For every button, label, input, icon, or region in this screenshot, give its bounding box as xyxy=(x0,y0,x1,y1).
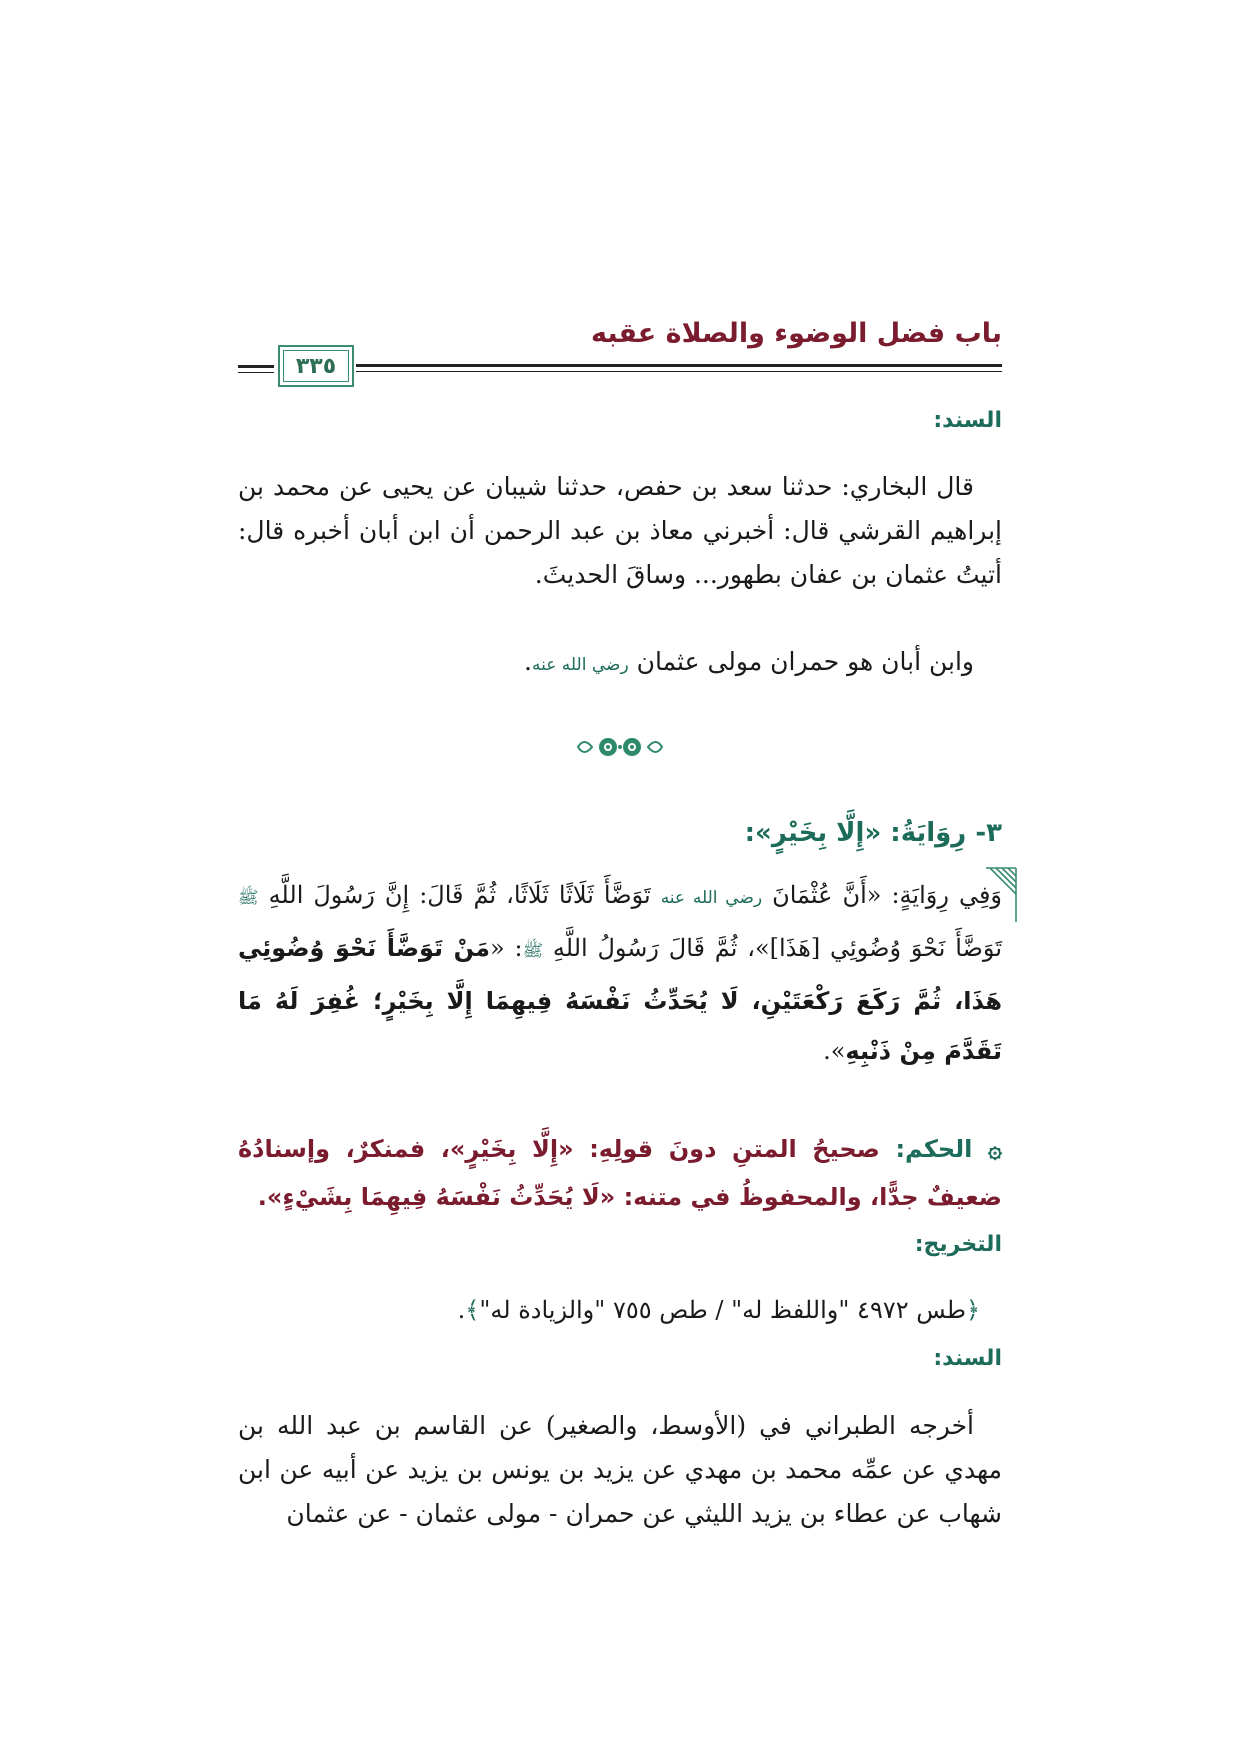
honorific-glyph: رضي الله عنه xyxy=(532,655,629,675)
hadith-text xyxy=(238,870,1002,1076)
hadith-matn: مَنْ تَوَضَّأَ نَحْوَ وُضُوئِي هَذَا، ثُمَّ رَكَعَ رَكْعَتَيْنِ، لَا يُحَدِّثُ نَفْسَهُ فِيهِمَا إِلَّا بِخَيْرٍ؛ غُفِرَ لَهُ مَا تَقَدَّمَ مِنْ ذَنْبِهِ xyxy=(238,934,1002,1065)
sanad-paragraph: أخرجه الطبراني في (الأوسط، والصغير) عن القاسم بن عبد الله بن مهدي عن عمِّه محمد بن مهدي عن يزيد بن يونس بن يزيد عن أبيه عن ابن شهاب عن عطاء بن يزيد الليثي عن حمران - مولى عثمان - عن عثمان xyxy=(238,1411,1002,1528)
sanad-note-text: وابن أبان هو حمران مولى عثمان xyxy=(636,647,974,676)
page-number: ٣٣٥ xyxy=(295,353,337,379)
section-title: رِوَايَةُ: «إِلَّا بِخَيْرٍ»: xyxy=(744,818,967,848)
ruling-block xyxy=(238,1125,1002,1221)
ruling-label: الحكم: xyxy=(895,1135,973,1163)
sanad-note xyxy=(238,640,1002,687)
header-rule xyxy=(356,371,1002,372)
ruling-text: صحيحُ المتنِ دونَ قولِهِ: «إِلَّا بِخَيْرٍ»، فمنكرٌ، وإسنادُهُ ضعيفٌ جدًّا، والمحفوظُ في متنه: «لَا يُحَدِّثُ نَفْسَهُ فِيهِمَا بِشَيْءٍ». xyxy=(238,1135,1002,1211)
hadith-intro: وَفِي رِوَايَةٍ: «أَنَّ عُثْمَانَ xyxy=(772,881,1003,909)
bracket-close-icon: ﴾ xyxy=(465,1296,480,1324)
sanad-note-end: . xyxy=(524,647,532,676)
header-rule xyxy=(238,365,274,368)
bracket-open-icon: ﴿ xyxy=(965,1296,980,1324)
header-rule xyxy=(238,372,274,373)
section-number: ٣- xyxy=(975,818,1002,848)
hadith-quote-close: ». xyxy=(823,1037,846,1065)
page-number-box xyxy=(278,345,354,387)
takhrij-end: . xyxy=(457,1296,466,1324)
sanad-paragraph: قال البخاري: حدثنا سعد بن حفص، حدثنا شيبان عن يحيى عن محمد بن إبراهيم القرشي قال: أخبرني معاذ بن عبد الرحمن أن ابن أبان أخبره قال: أتيتُ عثمان بن عفان بطهور... وساقَ الحديثَ. xyxy=(238,472,1002,589)
takhrij-text: طس ٤٩٧٢ "واللفظ له" / طص ٧٥٥ "والزيادة له" xyxy=(479,1296,966,1324)
honorific-glyph: ﷺ xyxy=(522,941,544,961)
honorific-glyph: رضي الله عنه xyxy=(660,888,763,908)
section-heading xyxy=(745,818,1002,848)
header-rule xyxy=(356,364,1002,367)
takhrij-line xyxy=(458,1290,980,1330)
divider-ornament xyxy=(570,730,670,764)
sanad-label: السند: xyxy=(933,1346,1002,1371)
hadith-narration: تَوَضَّأَ ثَلَاثًا ثَلَاثًا، ثُمَّ قَالَ: إِنَّ رَسُولَ اللَّهِ xyxy=(268,881,651,909)
hadith-narration: تَوَضَّأَ نَحْوَ وُضُوئِي [هَذَا]»، ثُمَّ قَالَ رَسُولُ اللَّهِ xyxy=(552,934,1002,962)
honorific-glyph: ﷺ xyxy=(238,888,259,908)
sanad-label: السند: xyxy=(933,408,1002,433)
hadith-quote-open: : « xyxy=(490,934,523,962)
chapter-title: باب فضل الوضوء والصلاة عقبه xyxy=(590,318,1002,349)
flower-ornament-icon xyxy=(570,730,670,764)
takhrij-label: التخريج: xyxy=(914,1232,1002,1257)
ruling-icon: ۞ xyxy=(987,1135,1002,1163)
